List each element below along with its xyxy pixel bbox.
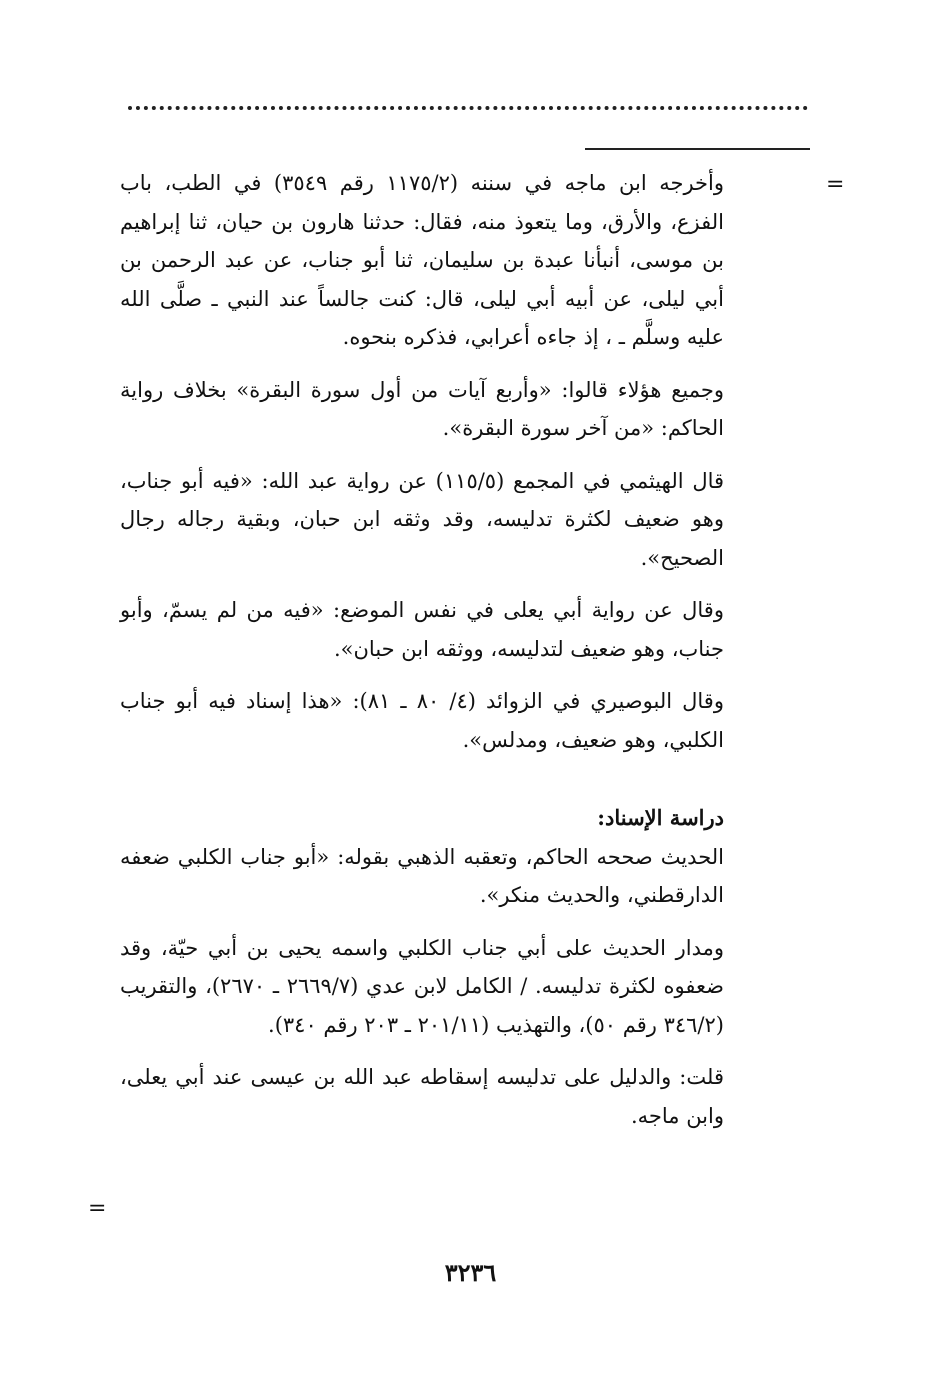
paragraph-conclusion: قلت: والدليل على تدليسه إسقاطه عبد الله بن عيسى عند أبي يعلى، وابن ماجه. (120, 1065, 724, 1128)
paragraph-haythami: قال الهيثمي في المجمع (١١٥/٥) عن رواية عبد الله: «فيه أبو جناب، وهو ضعيف لكثرة تدليسه، وقد وثقه ابن حبان، وبقية رجاله رجال الصحيح». (120, 468, 725, 570)
paragraph-all-narrators: وجميع هؤلاء قالوا: «وأربع آيات من أول سورة البقرة» بخلاف رواية الحاكم: «من آخر سورة البقرة». (120, 377, 724, 440)
paragraph-hakim-dhahabi: الحديث صححه الحاكم، وتعقبه الذهبي بقوله: «أبو جناب الكلبي ضعفه الدارقطني، والحديث منكر». (120, 844, 724, 907)
bottom-continuation-mark: = (88, 1196, 107, 1221)
top-continuation-mark: = (826, 172, 845, 197)
section-heading: دراسة الإسناد: (597, 805, 724, 830)
paragraph-busiri: وقال البوصيري في الزوائد (٤/ ٨٠ ـ ٨١): «هذا إسناد فيه أبو جناب الكلبي، وهو ضعيف، ومدلس». (120, 689, 724, 752)
paragraph-abu-yala: وقال عن رواية أبي يعلى في نفس الموضع: «فيه من لم يسمّ، وأبو جناب، وهو ضعيف لتدليسه، ووثقه ابن حبان». (120, 598, 724, 661)
paragraph-isnad-pivot: ومدار الحديث على أبي جناب الكلبي واسمه يحيى بن أبي حيّة، وقد ضعفوه لكثرة تدليسه. / الكامل لابن عدي (٢٦٦٩/٧ ـ ٢٦٧٠)، والتقريب (٣٤٦/٢ رقم ٥٠)، والتهذيب (٢٠١/١١ ـ ٢٠٣ رقم ٣٤٠). (120, 935, 724, 1037)
paragraph-ibn-majah: وأخرجه ابن ماجه في سننه (١١٧٥/٢ رقم ٣٥٤٩) في الطب، باب الفزع، والأرق، وما يتعوذ منه، فقال: حدثنا هارون بن حيان، ثنا إبراهيم بن موسى، أنبأنا عبدة بن سليمان، ثنا أبو جناب، عن عبد الرحمن بن أبي ليلى، عن أبيه أبي ليلى، قال: كنت جالساً عند النبي ـ صلَّى الله عليه وسلَّم ـ ، إذ جاءه أعرابي، فذكره بنحوه. (120, 171, 724, 349)
main-text (120, 164, 724, 1149)
dotted-separator (128, 106, 808, 110)
footnote-rule (585, 148, 810, 150)
page-number: ٣٢٣٦ (444, 1258, 497, 1287)
